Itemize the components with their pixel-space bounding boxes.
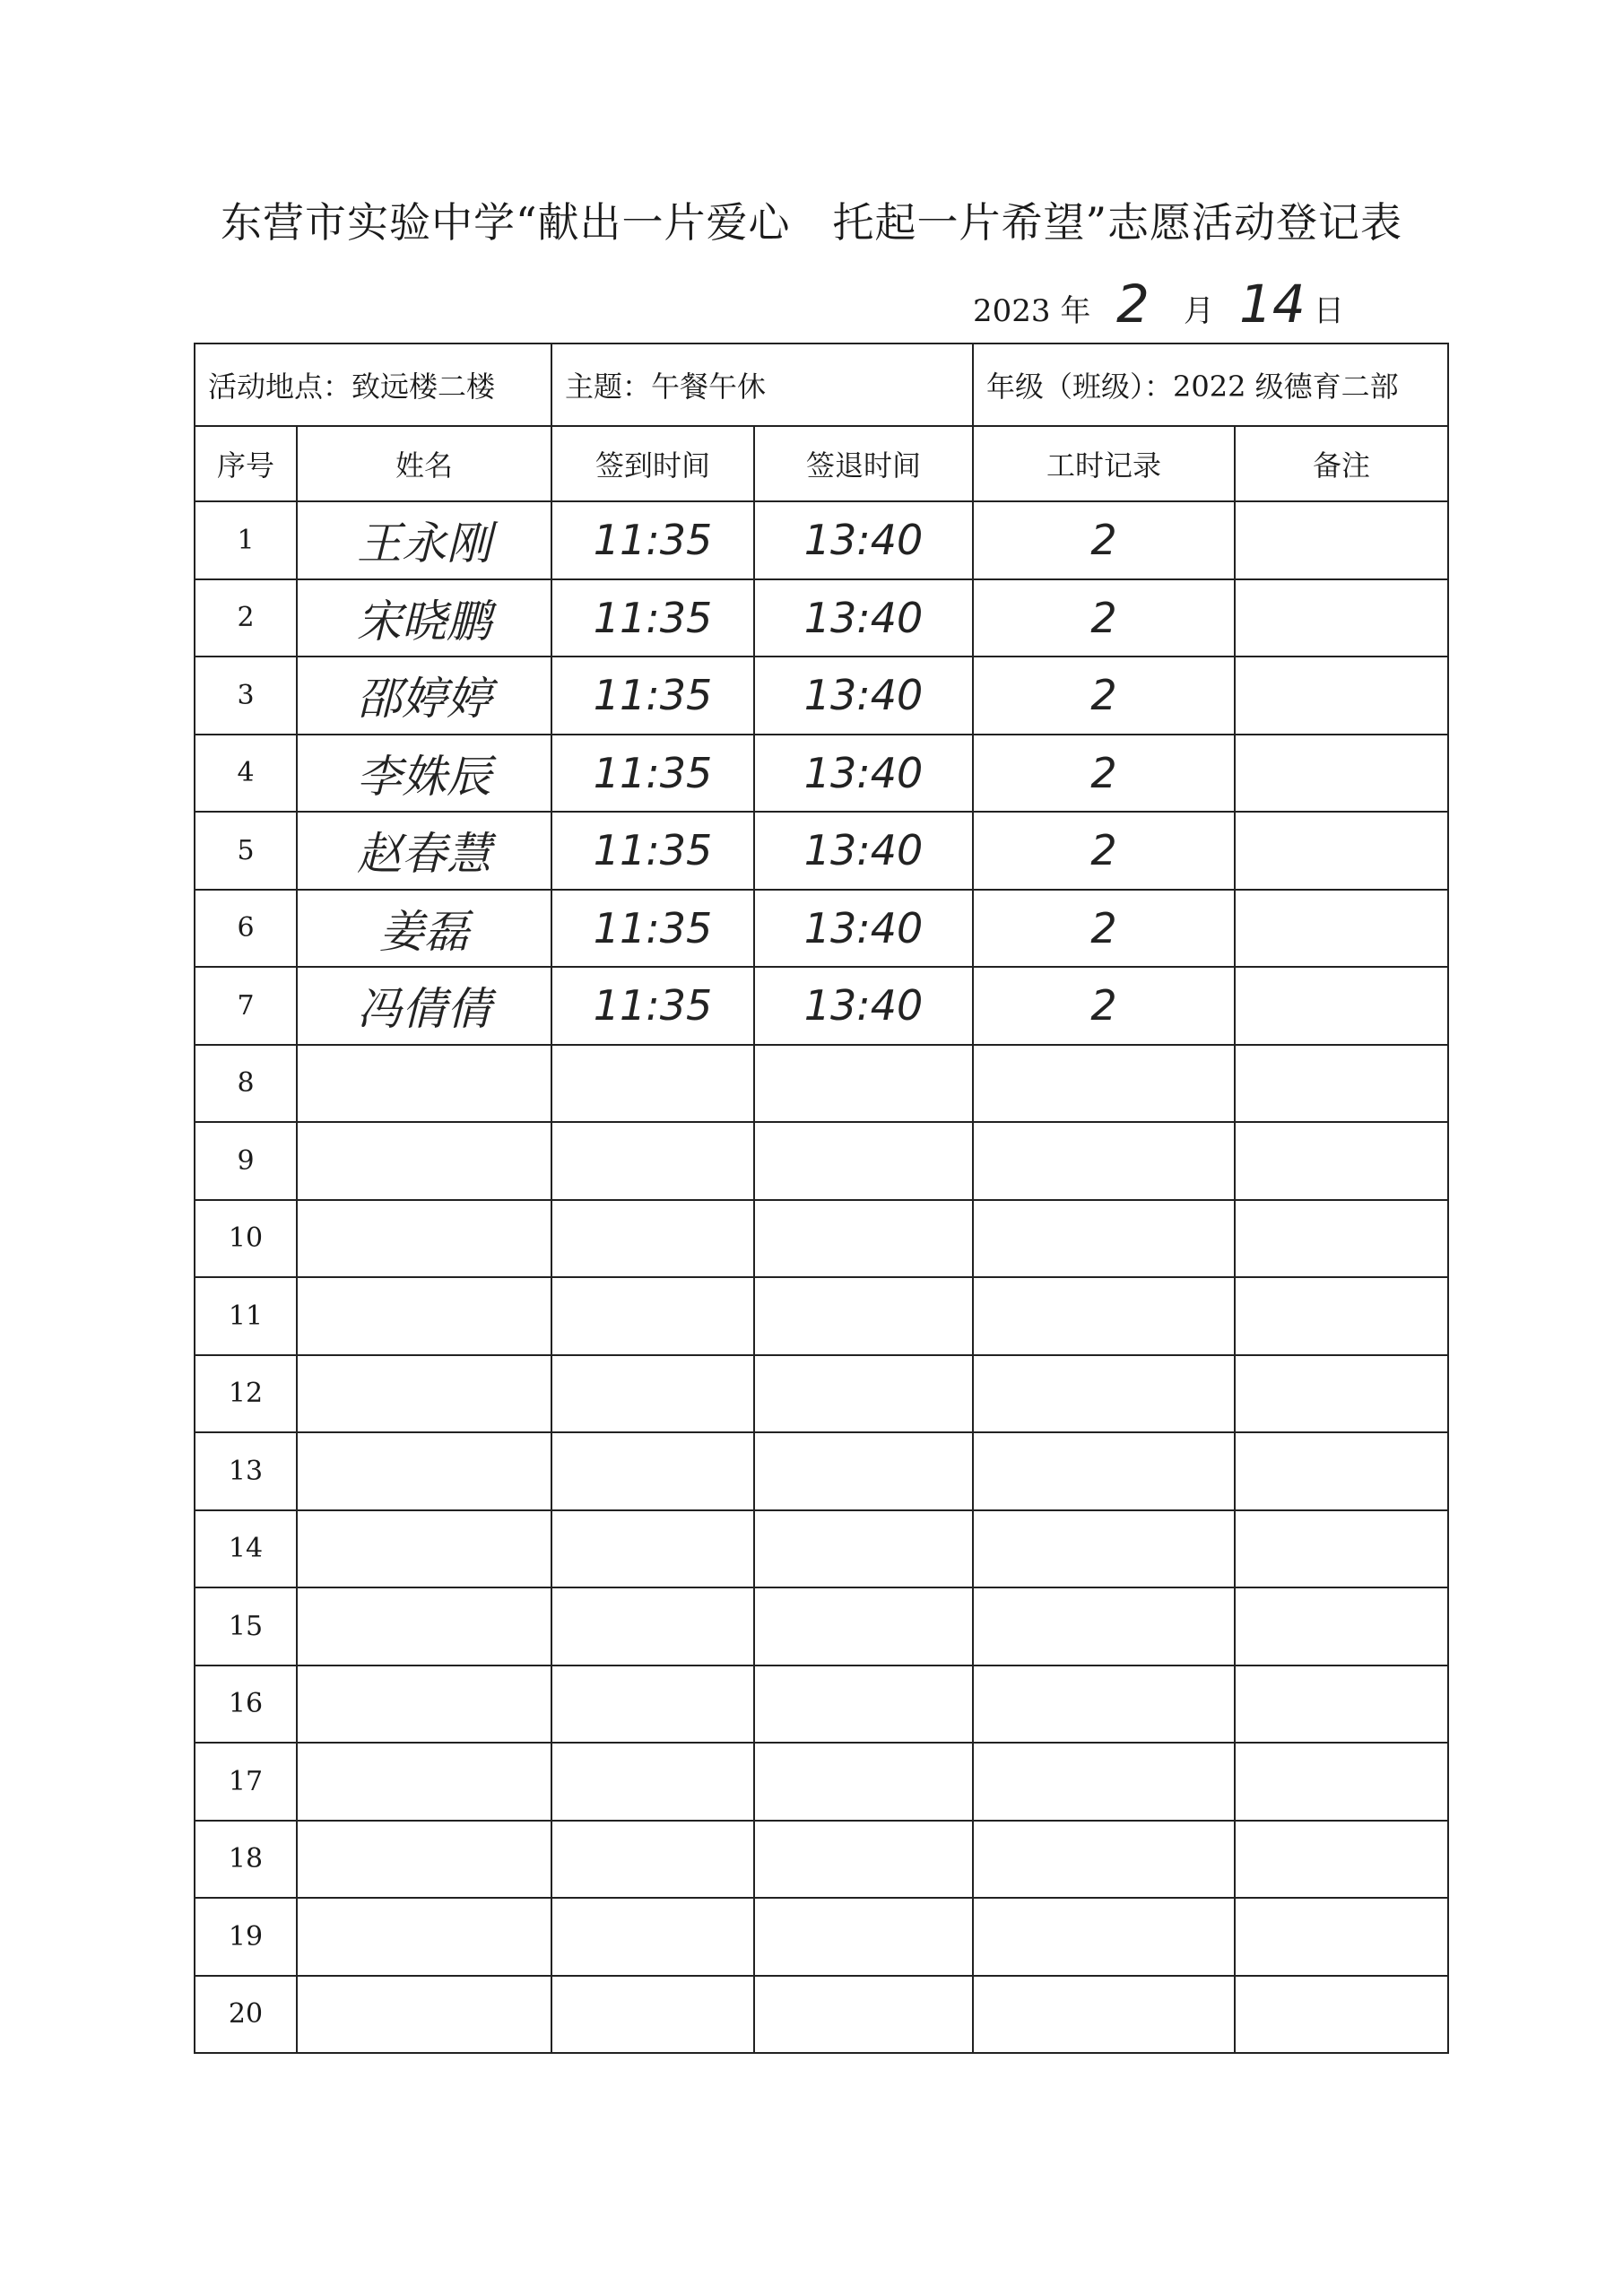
- row-hours: [973, 579, 1235, 657]
- col-header-sign-in: 签到时间: [551, 426, 754, 501]
- row-sign-in: [551, 1277, 754, 1355]
- row-number: 13: [195, 1432, 297, 1510]
- row-note: [1235, 579, 1448, 657]
- row-name: [297, 1743, 551, 1821]
- row-number: 14: [195, 1510, 297, 1588]
- table-row: [195, 1587, 1448, 1665]
- row-hours: [973, 1821, 1235, 1899]
- row-sign-in: [551, 1432, 754, 1510]
- row-sign-in-handwritten: 11:35: [593, 593, 713, 642]
- date-month-handwritten: 2: [1116, 274, 1150, 335]
- row-number: 15: [195, 1587, 297, 1665]
- row-number: 4: [195, 735, 297, 813]
- row-sign-out: [754, 1898, 973, 1976]
- row-name: [297, 1821, 551, 1899]
- row-sign-out: [754, 1510, 973, 1588]
- row-name-handwritten: 宋晓鹏: [357, 595, 491, 648]
- table-row: [195, 1665, 1448, 1744]
- row-sign-out: [754, 735, 973, 813]
- row-sign-in: [551, 1510, 754, 1588]
- row-sign-out: [754, 1432, 973, 1510]
- row-sign-out-handwritten: 13:40: [803, 671, 924, 720]
- table-row: [195, 967, 1448, 1045]
- row-name: [297, 1898, 551, 1976]
- row-sign-out: [754, 657, 973, 735]
- table-row: [195, 1976, 1448, 2054]
- row-sign-in: [551, 967, 754, 1045]
- row-sign-out: [754, 967, 973, 1045]
- row-note: [1235, 1898, 1448, 1976]
- row-number: 7: [195, 967, 297, 1045]
- registration-table: [194, 343, 1449, 2054]
- row-sign-in-handwritten: 11:35: [593, 671, 713, 720]
- row-hours-handwritten: 2: [1090, 903, 1117, 952]
- table-row: [195, 812, 1448, 890]
- row-name-handwritten: 姜磊: [379, 905, 469, 958]
- row-number: 19: [195, 1898, 297, 1976]
- row-name: [297, 812, 551, 890]
- row-note: [1235, 1432, 1448, 1510]
- row-name-handwritten: 李姝辰: [357, 750, 491, 803]
- row-sign-out-handwritten: 13:40: [803, 826, 924, 875]
- row-hours: [973, 657, 1235, 735]
- row-number: 10: [195, 1200, 297, 1278]
- row-hours: [973, 1122, 1235, 1200]
- row-sign-out-handwritten: 13:40: [803, 981, 924, 1031]
- row-sign-out: [754, 1277, 973, 1355]
- row-number: 1: [195, 501, 297, 579]
- row-sign-in: [551, 579, 754, 657]
- row-sign-in-handwritten: 11:35: [593, 516, 713, 565]
- row-number: 20: [195, 1976, 297, 2054]
- row-hours: [973, 1510, 1235, 1588]
- row-hours: [973, 1432, 1235, 1510]
- row-sign-in: [551, 657, 754, 735]
- row-sign-in-handwritten: 11:35: [593, 748, 713, 797]
- info-row: [195, 344, 1448, 426]
- row-name: [297, 1277, 551, 1355]
- row-sign-out: [754, 1355, 973, 1433]
- row-hours: [973, 501, 1235, 579]
- row-name: [297, 890, 551, 968]
- row-sign-in-handwritten: 11:35: [593, 826, 713, 875]
- table-row: [195, 1510, 1448, 1588]
- row-note: [1235, 501, 1448, 579]
- row-name: [297, 967, 551, 1045]
- row-sign-out: [754, 501, 973, 579]
- row-hours-handwritten: 2: [1090, 671, 1117, 720]
- row-number: 18: [195, 1821, 297, 1899]
- row-note: [1235, 1587, 1448, 1665]
- col-header-note: 备注: [1235, 426, 1448, 501]
- row-sign-in-handwritten: 11:35: [593, 981, 713, 1031]
- row-name-handwritten: 邵婷婷: [357, 673, 491, 726]
- row-hours: [973, 1045, 1235, 1123]
- row-hours: [973, 1976, 1235, 2054]
- row-note: [1235, 1743, 1448, 1821]
- row-hours: [973, 1277, 1235, 1355]
- table-row: [195, 657, 1448, 735]
- row-note: [1235, 1976, 1448, 2054]
- table-row: [195, 1743, 1448, 1821]
- row-sign-out: [754, 1821, 973, 1899]
- row-number: 11: [195, 1277, 297, 1355]
- row-hours-handwritten: 2: [1090, 748, 1117, 797]
- row-name-handwritten: 赵春慧: [357, 828, 491, 881]
- col-header-hours: 工时记录: [973, 426, 1235, 501]
- row-hours: [973, 1200, 1235, 1278]
- date-year: 2023 年: [973, 293, 1091, 329]
- row-sign-out-handwritten: 13:40: [803, 516, 924, 565]
- table-row: [195, 890, 1448, 968]
- row-sign-in: [551, 1122, 754, 1200]
- row-note: [1235, 1665, 1448, 1744]
- row-name: [297, 735, 551, 813]
- row-sign-in-handwritten: 11:35: [593, 903, 713, 952]
- row-name: [297, 1432, 551, 1510]
- row-sign-out-handwritten: 13:40: [803, 593, 924, 642]
- row-name: [297, 1355, 551, 1433]
- row-sign-out: [754, 1122, 973, 1200]
- row-hours-handwritten: 2: [1090, 516, 1117, 565]
- row-sign-out: [754, 1976, 973, 2054]
- row-sign-out: [754, 1587, 973, 1665]
- row-name-handwritten: 冯倩倩: [357, 983, 491, 1036]
- row-note: [1235, 735, 1448, 813]
- row-sign-in: [551, 1743, 754, 1821]
- row-sign-in: [551, 1898, 754, 1976]
- col-header-name: 姓名: [297, 426, 551, 501]
- row-sign-out: [754, 579, 973, 657]
- col-header-no: 序号: [195, 426, 297, 501]
- row-number: 9: [195, 1122, 297, 1200]
- row-number: 12: [195, 1355, 297, 1433]
- table-row: [195, 1898, 1448, 1976]
- date-line: [973, 274, 1547, 336]
- row-sign-out: [754, 812, 973, 890]
- row-name-handwritten: 王永刚: [357, 517, 491, 570]
- table-row: [195, 1432, 1448, 1510]
- row-number: 5: [195, 812, 297, 890]
- row-name: [297, 657, 551, 735]
- row-sign-in: [551, 735, 754, 813]
- col-header-sign-out: 签退时间: [754, 426, 973, 501]
- activity-theme: 主题：午餐午休: [551, 344, 973, 426]
- row-note: [1235, 657, 1448, 735]
- row-hours: [973, 1355, 1235, 1433]
- row-sign-in: [551, 1587, 754, 1665]
- row-name: [297, 1045, 551, 1123]
- activity-grade: 年级（班级）：2022 级德育二部: [973, 344, 1448, 426]
- row-number: 6: [195, 890, 297, 968]
- row-sign-in: [551, 501, 754, 579]
- row-sign-out: [754, 1743, 973, 1821]
- row-name: [297, 1587, 551, 1665]
- date-day-label: 日: [1314, 293, 1344, 329]
- date-day-handwritten: 14: [1239, 274, 1306, 335]
- row-number: 2: [195, 579, 297, 657]
- row-sign-out-handwritten: 13:40: [803, 903, 924, 952]
- row-hours: [973, 1665, 1235, 1744]
- table-row: [195, 579, 1448, 657]
- row-hours: [973, 735, 1235, 813]
- row-sign-in: [551, 812, 754, 890]
- row-hours: [973, 890, 1235, 968]
- row-name: [297, 501, 551, 579]
- row-note: [1235, 1821, 1448, 1899]
- activity-location: 活动地点：致远楼二楼: [195, 344, 551, 426]
- row-name: [297, 1665, 551, 1744]
- row-hours-handwritten: 2: [1090, 981, 1117, 1031]
- row-name: [297, 1200, 551, 1278]
- row-note: [1235, 1355, 1448, 1433]
- row-sign-out-handwritten: 13:40: [803, 748, 924, 797]
- date-month-label: 月: [1184, 293, 1214, 329]
- row-hours-handwritten: 2: [1090, 826, 1117, 875]
- row-sign-in: [551, 890, 754, 968]
- row-sign-in: [551, 1200, 754, 1278]
- row-sign-in: [551, 1976, 754, 2054]
- row-sign-in: [551, 1821, 754, 1899]
- row-sign-out: [754, 1045, 973, 1123]
- row-hours: [973, 1898, 1235, 1976]
- row-note: [1235, 1045, 1448, 1123]
- table-row: [195, 1277, 1448, 1355]
- row-note: [1235, 890, 1448, 968]
- row-number: 17: [195, 1743, 297, 1821]
- row-sign-in: [551, 1665, 754, 1744]
- row-note: [1235, 1122, 1448, 1200]
- header-row: [195, 426, 1448, 501]
- row-sign-out: [754, 1200, 973, 1278]
- row-name: [297, 579, 551, 657]
- table-row: [195, 1045, 1448, 1123]
- row-note: [1235, 812, 1448, 890]
- table-row: [195, 1200, 1448, 1278]
- row-note: [1235, 1277, 1448, 1355]
- table-row: [195, 735, 1448, 813]
- row-hours: [973, 967, 1235, 1045]
- row-hours-handwritten: 2: [1090, 593, 1117, 642]
- form-title: 东营市实验中学“献出一片爱心 托起一片希望”志愿活动登记表: [220, 198, 1403, 247]
- row-note: [1235, 1510, 1448, 1588]
- row-hours: [973, 812, 1235, 890]
- row-hours: [973, 1587, 1235, 1665]
- table-row: [195, 501, 1448, 579]
- row-name: [297, 1976, 551, 2054]
- row-note: [1235, 967, 1448, 1045]
- row-note: [1235, 1200, 1448, 1278]
- table-row: [195, 1821, 1448, 1899]
- row-sign-in: [551, 1045, 754, 1123]
- row-sign-out: [754, 890, 973, 968]
- row-name: [297, 1122, 551, 1200]
- row-number: 3: [195, 657, 297, 735]
- row-name: [297, 1510, 551, 1588]
- row-number: 8: [195, 1045, 297, 1123]
- table-row: [195, 1355, 1448, 1433]
- table-row: [195, 1122, 1448, 1200]
- row-hours: [973, 1743, 1235, 1821]
- row-sign-in: [551, 1355, 754, 1433]
- row-number: 16: [195, 1665, 297, 1744]
- row-sign-out: [754, 1665, 973, 1744]
